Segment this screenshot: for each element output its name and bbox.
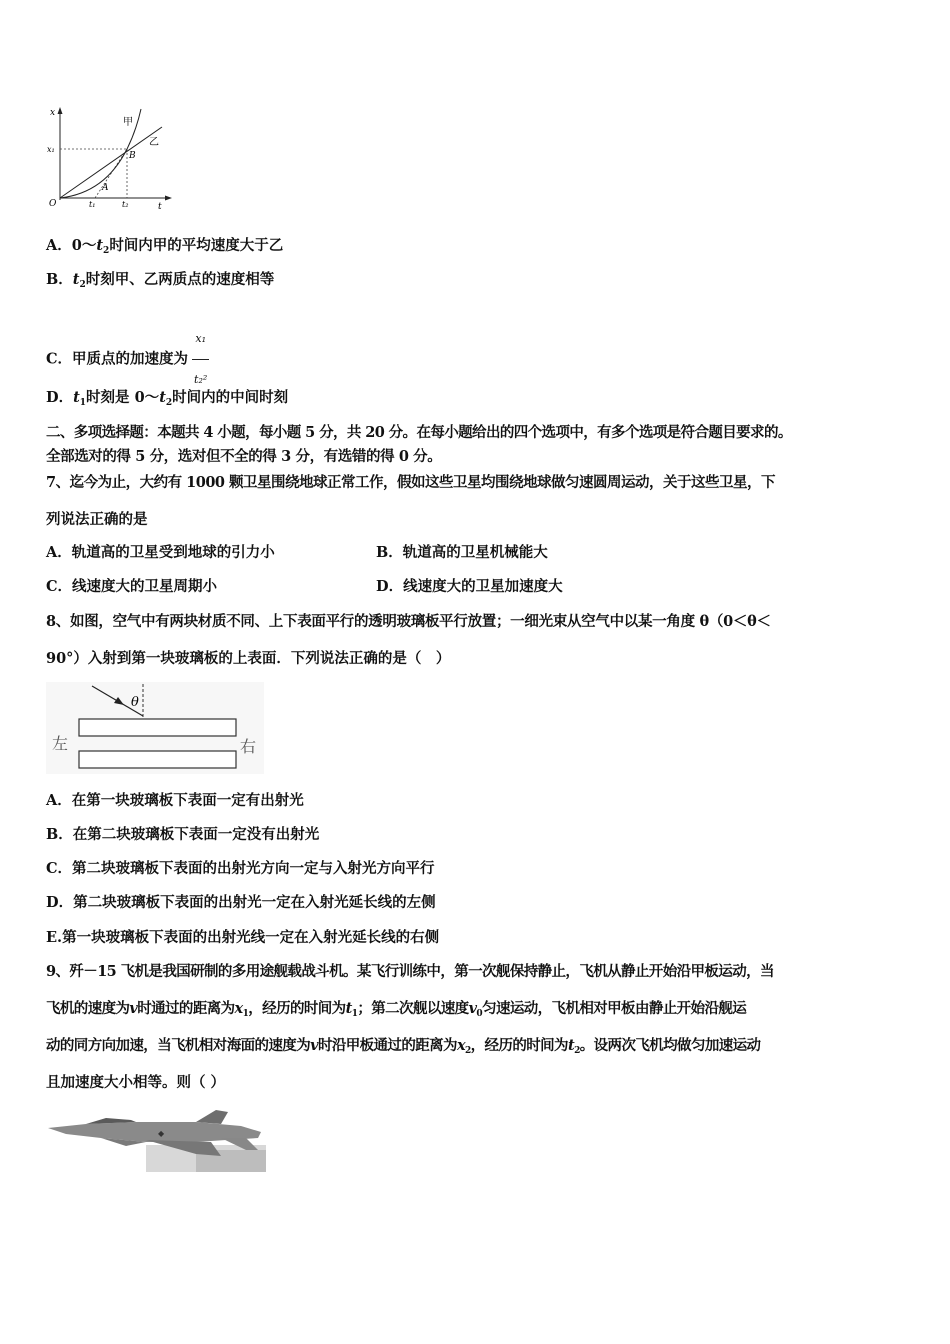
right-label: 右 [240,737,257,756]
t2-label: t₂ [122,200,129,209]
q6-option-b: B．$t_2$时刻甲、乙两质点的速度相等 [46,271,275,290]
glass-plates-figure [46,682,264,774]
svg-text:◆: ◆ [158,1129,165,1138]
point-b-label: B [129,151,136,161]
section2-heading: 二、多项选择题：本题共 4 小题，每小题 5 分，共 20 分。在每小题给出的四个选项中，有多个选项是符合题目要求的。 [46,424,792,441]
q9-stem-2: 飞机的速度为v时通过的距离为$x_1$，经历的时间为$t_1$；第二次舰以速度$v_0$匀速运动，飞机相对甲板由静止开始沿舰运 [46,1000,747,1019]
xt-graph [40,103,180,213]
x1-label: x₁ [47,145,55,154]
q9-stem-1: 9、歼－15 飞机是我国研制的多用途舰载战斗机。某飞行训练中，第一次舰保持静止，飞机从静止开始沿甲板运动，当 [46,963,774,980]
t1-label: t₁ [89,200,96,209]
q6-option-c: C．甲质点的加速度为 $\frac{\text{x₁}}{\text{t₂²}}$ [46,319,209,400]
point-a-label: A [102,183,109,193]
t-axis-label: t [158,202,162,212]
q6-option-d: D．$t_1$时刻是 $0\sim t_2$时间内的中间时刻 [46,389,289,408]
q7-option-b: B．轨道高的卫星机械能大 [376,544,548,561]
line-yi [60,127,162,198]
q7-option-c: C．线速度大的卫星周期小 [46,578,218,595]
fighter-jet-icon [46,1110,266,1172]
q8-option-a: A．在第一块玻璃板下表面一定有出射光 [46,792,304,809]
acceleration-fraction: $\frac{\text{x₁}}{\text{t₂²}}$ [192,319,209,400]
q7-option-a: A．轨道高的卫星受到地球的引力小 [46,544,275,561]
x-axis-label: x [50,108,56,118]
yi-label: 乙 [149,137,159,148]
glass-plate-1 [79,719,236,736]
origin-label: O [49,199,57,209]
q8-option-d: D．第二块玻璃板下表面的出射光一定在入射光延长线的左侧 [46,894,436,911]
q9-stem-4: 且加速度大小相等。则（ ） [46,1074,226,1091]
q7-stem-2: 列说法正确的是 [46,511,148,528]
q6-option-a: A．$0\sim t_2$时间内甲的平均速度大于乙 [46,237,284,256]
q8-option-b: B．在第二块玻璃板下表面一定没有出射光 [46,826,320,843]
q8-stem-2: 90°）入射到第一块玻璃板的上表面．下列说法正确的是（ ） [46,650,451,667]
jia-label: 甲 [123,117,133,128]
section2-scoring: 全部选对的得 5 分，选对但不全的得 3 分，有选错的得 0 分。 [46,448,442,465]
glass-plate-2 [79,751,236,768]
q9-stem-3: 动的同方向加速，当飞机相对海面的速度为v时沿甲板通过的距离为$x_2$，经历的时间为$t_2$。设两次飞机均做匀加速运动 [46,1037,761,1056]
q7-stem-1: 7、迄今为止，大约有 1000 颗卫星围绕地球正常工作，假如这些卫星均围绕地球做匀速圆周运动，关于这些卫星，下 [46,474,776,491]
q8-option-c: C．第二块玻璃板下表面的出射光方向一定与入射光方向平行 [46,860,435,877]
theta-label: θ [131,695,139,710]
q8-option-e: E.第一块玻璃板下表面的出射光线一定在入射光延长线的右侧 [46,929,440,946]
q8-stem-1: 8、如图，空气中有两块材质不同、上下表面平行的透明玻璃板平行放置；一细光束从空气中以某一角度 θ（0＜θ＜ [46,613,771,630]
q7-option-d: D．线速度大的卫星加速度大 [376,578,563,595]
left-label: 左 [52,734,69,753]
